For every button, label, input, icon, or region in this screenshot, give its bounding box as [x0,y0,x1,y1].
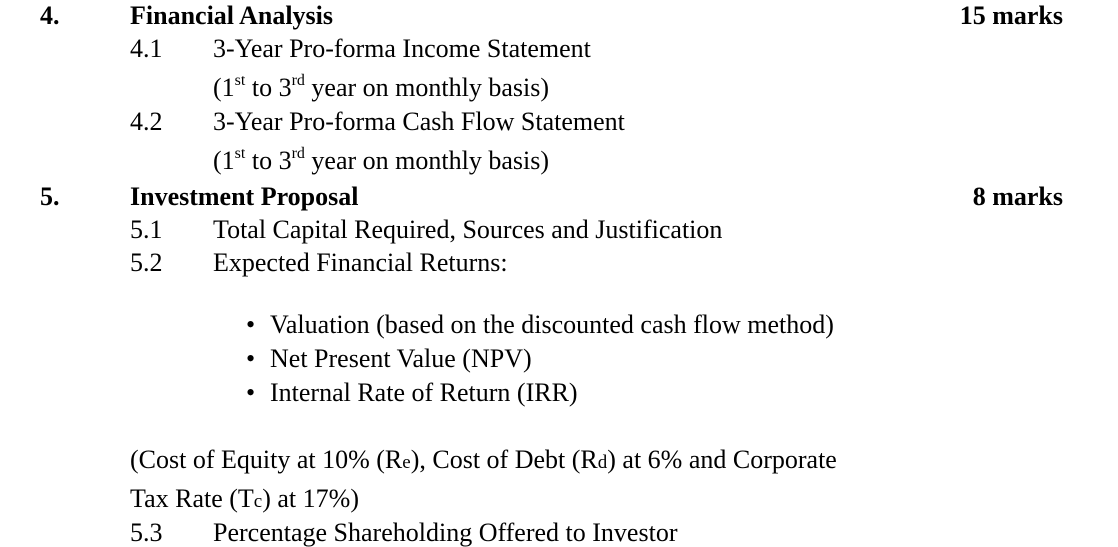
bullet-icon: • [246,378,256,407]
item-4-2-basis-p3: year on monthly basis) [304,146,549,175]
section-5-number: 5. [40,182,60,211]
item-4-2-basis-p1: (1 [213,146,235,175]
item-5-2-title: Expected Financial Returns: [213,248,508,277]
item-4-1-basis-sup1: st [234,72,246,89]
item-5-3-title: Percentage Shareholding Offered to Investor [213,518,678,547]
section-4-number: 4. [40,1,60,30]
bullet-item [246,380,578,406]
item-4-2-basis-sup1: st [234,145,246,162]
cost-note-d: Tax Rate (T [130,484,254,513]
item-4-2-basis [213,145,549,175]
item-4-2-basis-p2: to 3 [245,146,292,175]
bullet-text: Valuation (based on the discounted cash flow method) [270,310,834,339]
section-5-title: Investment Proposal [130,182,359,211]
item-5-3-number: 5.3 [130,518,163,547]
cost-note-e: ) at 17%) [262,484,359,513]
item-4-1-number: 4.1 [130,34,163,63]
cost-note-b-sub: d [597,452,608,473]
section-4-marks: 15 marks [959,1,1063,30]
section-4-title: Financial Analysis [130,1,333,30]
cost-note-line-2 [130,486,359,512]
item-5-1-title: Total Capital Required, Sources and Justification [213,215,723,244]
bullet-icon: • [246,310,256,339]
bullet-text: Net Present Value (NPV) [270,344,532,373]
cost-note-b: ), Cost of Debt (R [410,445,598,474]
bullet-item [246,346,532,372]
item-4-2-number: 4.2 [130,107,163,136]
bullet-text: Internal Rate of Return (IRR) [270,378,578,407]
bullet-item [246,312,834,338]
section-5-marks: 8 marks [972,182,1063,211]
item-4-1-basis [213,72,549,102]
item-4-1-title: 3-Year Pro-forma Income Statement [213,34,591,63]
cost-note-a: (Cost of Equity at 10% (R [130,445,403,474]
cost-note-a-sub: e [402,452,411,473]
bullet-icon: • [246,344,256,373]
item-5-1-number: 5.1 [130,215,163,244]
item-4-1-basis-p2: to 3 [245,73,292,102]
item-4-1-basis-p1: (1 [213,73,235,102]
cost-note-d-sub: c [253,491,263,512]
item-4-2-basis-sup2: rd [291,145,305,162]
item-5-2-number: 5.2 [130,248,163,277]
item-4-2-title: 3-Year Pro-forma Cash Flow Statement [213,107,625,136]
item-4-1-basis-p3: year on monthly basis) [304,73,549,102]
cost-note-c: ) at 6% and Corporate [607,445,837,474]
cost-note-line-1 [130,447,837,473]
item-4-1-basis-sup2: rd [291,72,305,89]
